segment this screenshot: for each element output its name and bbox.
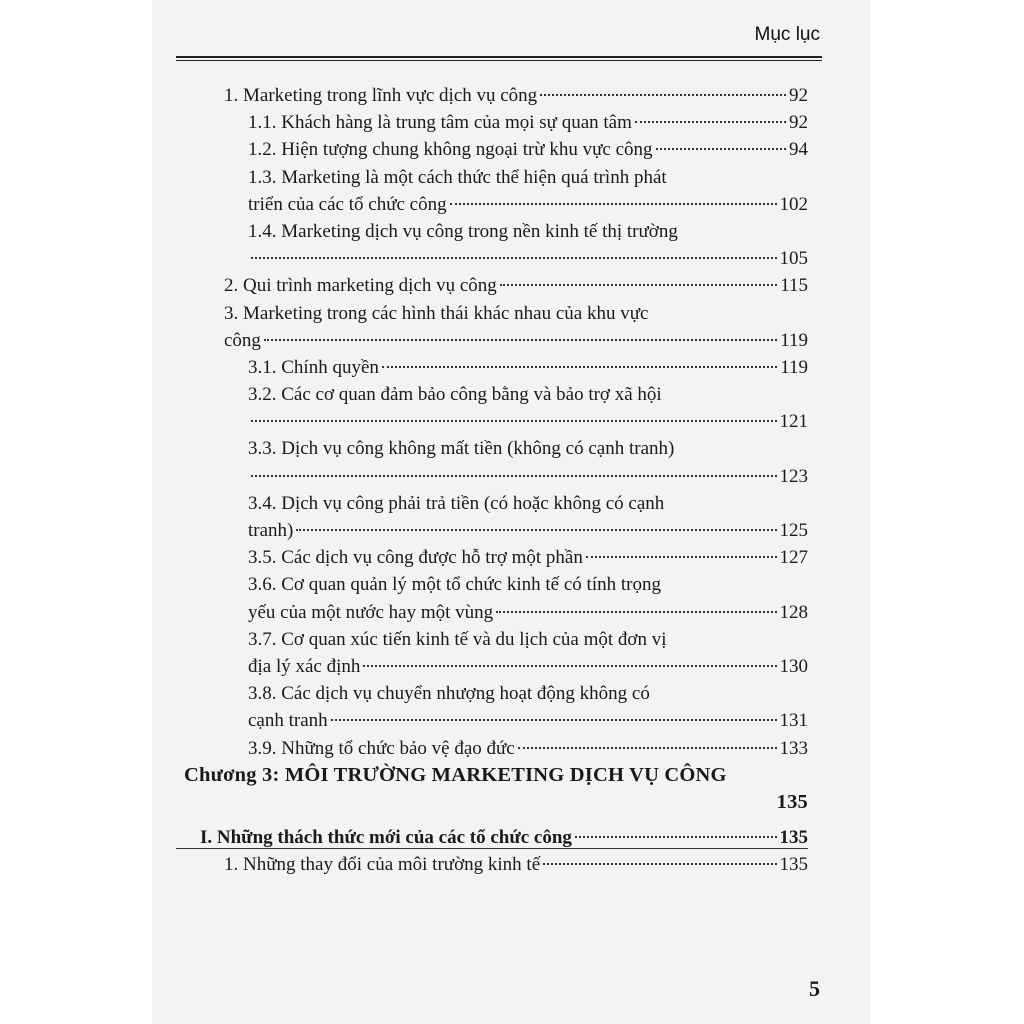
toc-line: [248, 191, 808, 218]
toc-title: 3.6. Cơ quan quản lý một tổ chức kinh tế có tính trọng: [248, 574, 661, 596]
toc-entry: [176, 272, 808, 299]
toc-line: [248, 571, 808, 598]
toc-entry: [176, 164, 808, 218]
toc-entry: [176, 300, 808, 354]
dot-leader: [331, 719, 777, 721]
toc-entry: [176, 851, 808, 878]
dot-leader: [296, 529, 776, 531]
chapter-separator: [176, 848, 808, 849]
toc-entry: [176, 136, 808, 163]
toc-entry: [176, 571, 808, 625]
toc-page-number: 119: [780, 356, 808, 378]
toc-line: [248, 544, 808, 571]
toc-title: 3.9. Những tổ chức bảo vệ đạo đức: [248, 737, 515, 759]
toc-line: [224, 82, 808, 109]
toc-title: cạnh tranh: [248, 710, 328, 732]
toc-line: [248, 490, 808, 517]
toc-entry: [176, 490, 808, 544]
toc-line: [248, 435, 808, 462]
toc-entry: [176, 218, 808, 272]
toc-entry: [176, 354, 808, 381]
toc-page-number: 119: [780, 329, 808, 351]
toc-title: 3. Marketing trong các hình thái khác nhau của khu vực: [224, 302, 649, 324]
toc-title: 2. Qui trình marketing dịch vụ công: [224, 275, 497, 297]
toc-title: triển của các tổ chức công: [248, 193, 447, 215]
toc-line: [248, 599, 808, 626]
toc-page-number: 94: [789, 139, 808, 161]
toc-entry: [176, 762, 808, 816]
toc-line: [248, 218, 808, 245]
toc-page-number: 115: [780, 275, 808, 297]
toc-title: 3.8. Các dịch vụ chuyển nhượng hoạt động không có: [248, 683, 650, 705]
toc-entry: [176, 626, 808, 680]
toc-title: 3.7. Cơ quan xúc tiến kinh tế và du lịch của một đơn vị: [248, 628, 667, 650]
toc-line: [184, 789, 808, 816]
toc-title: địa lý xác định: [248, 655, 361, 677]
toc-page-number: 123: [779, 465, 808, 487]
toc-entry: [176, 82, 808, 109]
toc-title: 3.4. Dịch vụ công phải trả tiền (có hoặc không có cạnh: [248, 492, 665, 514]
toc-line: [248, 680, 808, 707]
toc-title: 1. Những thay đổi của môi trường kinh tế: [224, 854, 541, 876]
toc-page-number: 127: [779, 547, 808, 569]
header-rule-thin: [176, 60, 822, 61]
book-page: [152, 0, 870, 1024]
toc-line: [248, 408, 808, 435]
page-number: 5: [809, 976, 820, 1001]
toc-page-number: 135: [779, 854, 808, 876]
toc-line: [248, 245, 808, 272]
dot-leader: [251, 420, 777, 422]
toc-page-number: 105: [779, 248, 808, 270]
dot-leader: [543, 863, 776, 865]
toc-page-number: 125: [779, 520, 808, 541]
toc-page-number: 135: [776, 790, 808, 813]
dot-leader: [382, 366, 777, 368]
toc-title: 1.2. Hiện tượng chung không ngoại trừ khu vực công: [248, 139, 653, 161]
toc-page-number: 92: [789, 85, 808, 106]
toc-line: [184, 762, 808, 789]
toc-line: [248, 136, 808, 163]
dot-leader: [656, 148, 786, 150]
toc-title: 1.1. Khách hàng là trung tâm của mọi sự quan tâm: [248, 112, 632, 134]
toc-line: [248, 164, 808, 191]
toc-line: [224, 300, 808, 327]
toc-line: [248, 707, 808, 734]
toc-title: Chương 3: MÔI TRƯỜNG MARKETING DỊCH VỤ CÔNG: [184, 763, 727, 786]
toc-entry: [176, 435, 808, 489]
toc-page-number: 133: [779, 737, 808, 759]
toc-entry: [176, 109, 808, 136]
toc-title: 3.1. Chính quyền: [248, 356, 379, 378]
toc-title: tranh): [248, 520, 294, 541]
toc-line: [248, 381, 808, 408]
toc-page-number: 135: [779, 827, 808, 849]
toc-page-number: 92: [789, 112, 808, 134]
dot-leader: [635, 121, 786, 123]
toc-title: 3.3. Dịch vụ công không mất tiền (không có cạnh tranh): [248, 438, 675, 460]
toc-title: yếu của một nước hay một vùng: [248, 601, 494, 623]
toc-page-number: 102: [779, 193, 808, 215]
toc-title: 1.3. Marketing là một cách thức thể hiện quá trình phát: [248, 166, 667, 188]
toc-entry: [176, 381, 808, 435]
toc-title: 3.5. Các dịch vụ công được hỗ trợ một phần: [248, 547, 583, 569]
dot-leader: [264, 339, 777, 341]
toc-page-number: 131: [779, 710, 808, 732]
toc-title: I. Những thách thức mới của các tổ chức công: [200, 827, 572, 849]
header-rule: [176, 56, 822, 58]
toc-line: [224, 327, 808, 354]
dot-leader: [363, 665, 776, 667]
toc-title: 3.2. Các cơ quan đảm bảo công bằng và bảo trợ xã hội: [248, 384, 662, 406]
toc-page-number: 128: [779, 601, 808, 623]
toc-entry: [176, 735, 808, 762]
toc-title: 1.4. Marketing dịch vụ công trong nền kinh tế thị trường: [248, 220, 678, 242]
dot-leader: [575, 836, 777, 838]
toc-line: [248, 626, 808, 653]
toc-title: 1. Marketing trong lĩnh vực dịch vụ công: [224, 85, 538, 106]
dot-leader: [540, 94, 786, 96]
dot-leader: [496, 611, 776, 613]
toc-line: [248, 463, 808, 490]
dot-leader: [518, 747, 777, 749]
toc-entry: [176, 544, 808, 571]
toc-line: [224, 851, 808, 878]
table-of-contents: [176, 82, 808, 878]
dot-leader: [500, 284, 777, 286]
toc-title: công: [224, 329, 261, 351]
toc-line: [248, 735, 808, 762]
running-header: Mục lục: [754, 24, 820, 45]
toc-line: [248, 354, 808, 381]
toc-line: [224, 272, 808, 299]
toc-page-number: 121: [779, 411, 808, 433]
toc-line: [248, 517, 808, 544]
toc-entry: [176, 680, 808, 734]
dot-leader: [251, 475, 777, 477]
dot-leader: [251, 257, 777, 259]
toc-line: [248, 109, 808, 136]
toc-line: [248, 653, 808, 680]
dot-leader: [586, 556, 777, 558]
dot-leader: [450, 203, 777, 205]
toc-page-number: 130: [779, 655, 808, 677]
